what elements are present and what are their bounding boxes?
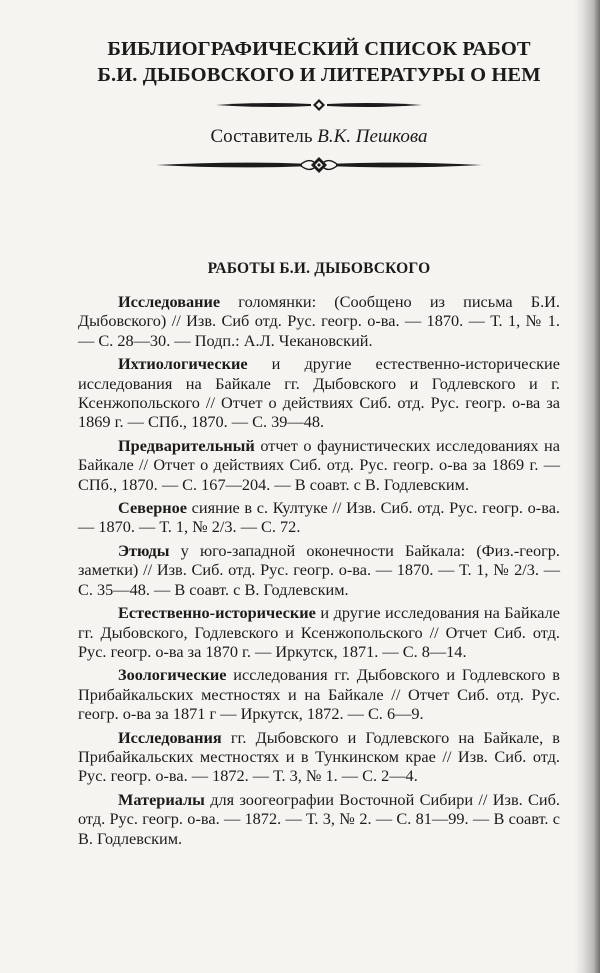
list-item bbox=[78, 292, 560, 350]
compiler-label: Составитель bbox=[210, 126, 318, 147]
page-content bbox=[78, 36, 560, 852]
list-item bbox=[78, 603, 560, 661]
entry-lead: Этюды bbox=[118, 540, 170, 560]
entry-text: у юго-западной оконечности Байкала: (Физ.-геогр. заметки) // Изв. Сиб. отд. Рус. геогр. о-ва. — 1870. — Т. 1, № 2/3. — С. 35—48. — В соавт. с В. Годлевским. bbox=[78, 540, 560, 599]
entry-lead: Северное bbox=[118, 498, 188, 518]
page-title bbox=[78, 36, 560, 88]
list-item bbox=[78, 541, 560, 599]
entry-list bbox=[78, 292, 560, 848]
title-line-2: Б.И. ДЫБОВСКОГО И ЛИТЕРАТУРЫ О НЕМ bbox=[97, 64, 541, 86]
entry-text: для зоогеографии Восточной Сибири // Изв. Сиб. отд. Рус. геогр. о-ва. — 1872. — Т. 3, № 2. — С. 81—99. — В соавт. с В. Годлевским. bbox=[78, 789, 560, 848]
entry-text: и другие исследования на Байкале гг. Дыбовского, Годлевского и Ксенжопольского // Отчет Сиб. отд. Рус. геогр. о-ва за 1870 г. — Иркутск, 1871. — С. 8—14. bbox=[78, 603, 560, 661]
list-item bbox=[78, 498, 560, 537]
list-item bbox=[78, 728, 560, 786]
list-item bbox=[78, 354, 560, 432]
entry-lead: Ихтиологические bbox=[118, 354, 248, 374]
list-item bbox=[78, 436, 560, 494]
entry-lead: Исследования bbox=[118, 727, 222, 747]
entry-text: и другие естественно-исторические исследования на Байкале гг. Дыбовского и Годлевского и г. Ксенжопольского // Отчет о действиях Сиб. отд. Рус. геогр. о-ва за 1869 г. — СПб., 1870. — С. 39—48. bbox=[78, 354, 560, 432]
binding-shadow bbox=[574, 0, 600, 973]
section-title: РАБОТЫ Б.И. ДЫБОВСКОГО bbox=[207, 260, 431, 277]
ornament-divider-top bbox=[214, 98, 424, 112]
entry-text: отчет о фаунистических исследованиях на Байкале // Отчет о действиях Сиб. отд. Рус. геогр. о-ва за 1869 г. — СПб., 1870. — С. 167—204. — В соавт. с В. Годлевским. bbox=[78, 435, 560, 494]
list-item bbox=[78, 790, 560, 848]
entry-text: сияние в с. Култуке // Изв. Сиб. отд. Рус. геогр. о-ва. — 1870. — Т. 1, № 2/3. — С. 72. bbox=[78, 498, 560, 537]
entry-text: гг. Дыбовского и Годлевского на Байкале, в Прибайкальских местностях и в Тункинском крае // Изв. Сиб. отд. Рус. геогр. о-ва. — 1872. — Т. 3, № 1. — С. 2—4. bbox=[78, 727, 560, 786]
compiler-name: В.К. Пешкова bbox=[317, 126, 428, 147]
entry-lead: Материалы bbox=[118, 789, 205, 809]
ornament-divider-bottom bbox=[154, 156, 484, 174]
entry-lead: Зоологические bbox=[118, 665, 227, 685]
title-line-1: БИБЛИОГРАФИЧЕСКИЙ СПИСОК РАБОТ bbox=[107, 38, 531, 60]
entry-lead: Предварительный bbox=[118, 435, 255, 455]
entry-text: исследования гг. Дыбовского и Годлевского в Прибайкальских местностях и на Байкале // Отчет Сиб. отд. Рус. геогр. о-ва за 1871 г — Иркутск, 1872. — С. 6—9. bbox=[78, 665, 560, 724]
list-item bbox=[78, 665, 560, 723]
entry-text: голомянки: (Сообщено из письма Б.И. Дыбовского) // Изв. Сиб отд. Рус. геогр. о-ва. — 1870. — Т. 1, № 1. — С. 28—30. — Подп.: А.Л. Чекановский. bbox=[78, 292, 560, 350]
entry-lead: Исследование bbox=[118, 292, 221, 311]
entry-lead: Естественно-исторические bbox=[118, 603, 316, 623]
compiler-line bbox=[78, 126, 560, 148]
